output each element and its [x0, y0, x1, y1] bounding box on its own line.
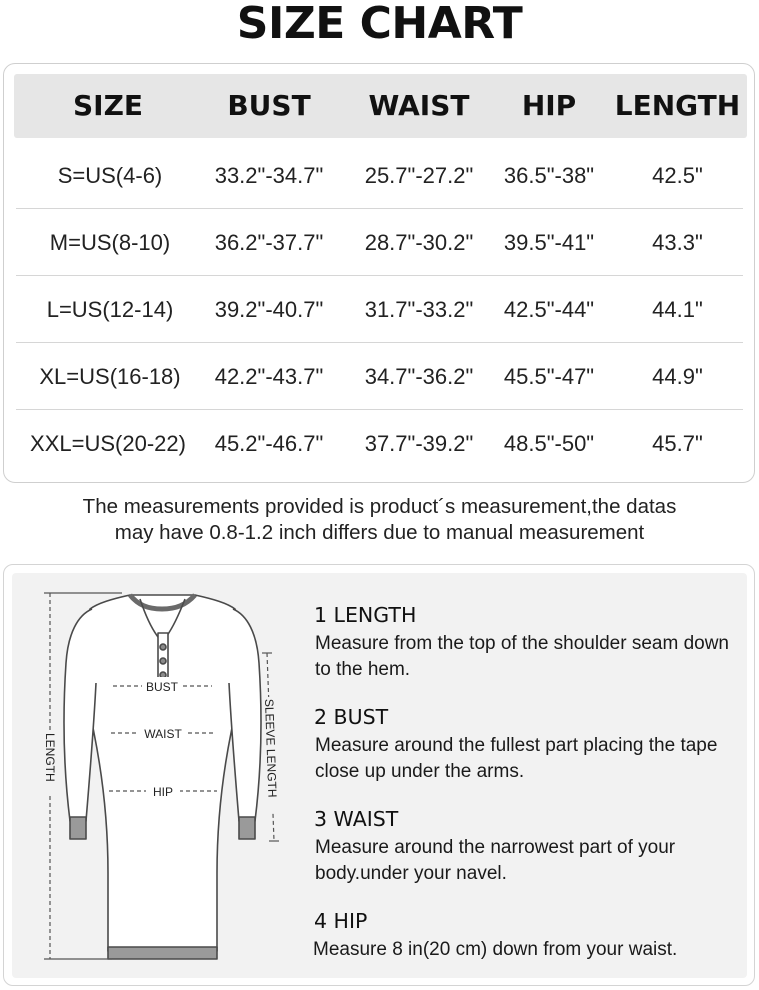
- cell-waist: 28.7"-30.2": [364, 230, 474, 255]
- cell-hip: 36.5"-38": [503, 163, 595, 188]
- cell-length: 45.7": [652, 431, 703, 456]
- cell-size: L=US(12-14): [46, 297, 174, 322]
- header-bust: BUST: [227, 89, 311, 122]
- cell-hip: 39.5"-41": [503, 230, 595, 255]
- cell-size: M=US(8-10): [49, 230, 171, 255]
- note-line-2: may have 0.8-1.2 inch differs due to manual measurement: [114, 521, 645, 544]
- table-row: [16, 410, 743, 477]
- cell-length: 43.3": [652, 230, 703, 255]
- table-row: [16, 142, 743, 209]
- cell-length: 44.9": [652, 364, 703, 389]
- cell-waist: 31.7"-33.2": [364, 297, 474, 322]
- cell-bust: 45.2"-46.7": [214, 431, 324, 456]
- header-size: SIZE: [72, 89, 143, 122]
- header-waist: WAIST: [368, 89, 470, 122]
- cell-length: 44.1": [652, 297, 703, 322]
- guide-heading-hip: 4 HIP: [314, 909, 368, 933]
- cell-hip: 48.5"-50": [503, 431, 595, 456]
- cell-hip: 45.5"-47": [503, 364, 595, 389]
- label-length: LENGTH: [43, 733, 57, 782]
- cell-size: XL=US(16-18): [39, 364, 181, 389]
- guide-text-waist: Measure around the narrowest part of your body.under your navel.: [315, 837, 676, 884]
- cell-bust: 36.2"-37.7": [214, 230, 324, 255]
- label-waist: WAIST: [144, 727, 182, 741]
- guide-heading-waist: 3 WAIST: [314, 807, 399, 831]
- cell-bust: 42.2"-43.7": [214, 364, 324, 389]
- note-line-1: The measurements provided is product´s measurement,the datas: [82, 495, 677, 518]
- header-hip: HIP: [521, 89, 577, 122]
- measuring-guide: [3, 564, 755, 986]
- cell-waist: 34.7"-36.2": [364, 364, 474, 389]
- page-title: SIZE CHART: [236, 0, 523, 49]
- dress-diagram: [12, 573, 302, 978]
- label-bust: BUST: [145, 680, 179, 694]
- cell-size: S=US(4-6): [57, 163, 163, 188]
- cell-size: XXL=US(20-22): [30, 431, 186, 456]
- cell-bust: 33.2"-34.7": [214, 163, 324, 188]
- table-row: [16, 343, 743, 410]
- guide-heading-bust: 2 BUST: [314, 705, 389, 729]
- guide-heading-length: 1 LENGTH: [314, 603, 417, 627]
- guide-text-length: Measure from the top of the shoulder seam down to the hem.: [315, 633, 730, 680]
- label-hip: HIP: [152, 785, 174, 799]
- guide-text-bust: Measure around the fullest part placing the tape close up under the arms.: [315, 735, 718, 782]
- cell-bust: 39.2"-40.7": [214, 297, 324, 322]
- table-row: [16, 209, 743, 276]
- guide-panel: [12, 573, 747, 978]
- cell-waist: 25.7"-27.2": [364, 163, 474, 188]
- table-header: [14, 74, 747, 138]
- table-row: [16, 276, 743, 343]
- cell-hip: 42.5"-44": [503, 297, 595, 322]
- size-table: [3, 63, 755, 483]
- cell-length: 42.5": [652, 163, 703, 188]
- label-sleeve-length: SLEEVE LENGTH: [262, 698, 280, 798]
- measurement-note: [0, 494, 759, 546]
- cell-waist: 37.7"-39.2": [364, 431, 474, 456]
- guide-text-hip: Measure 8 in(20 cm) down from your waist.: [313, 939, 678, 960]
- header-length: LENGTH: [614, 89, 741, 122]
